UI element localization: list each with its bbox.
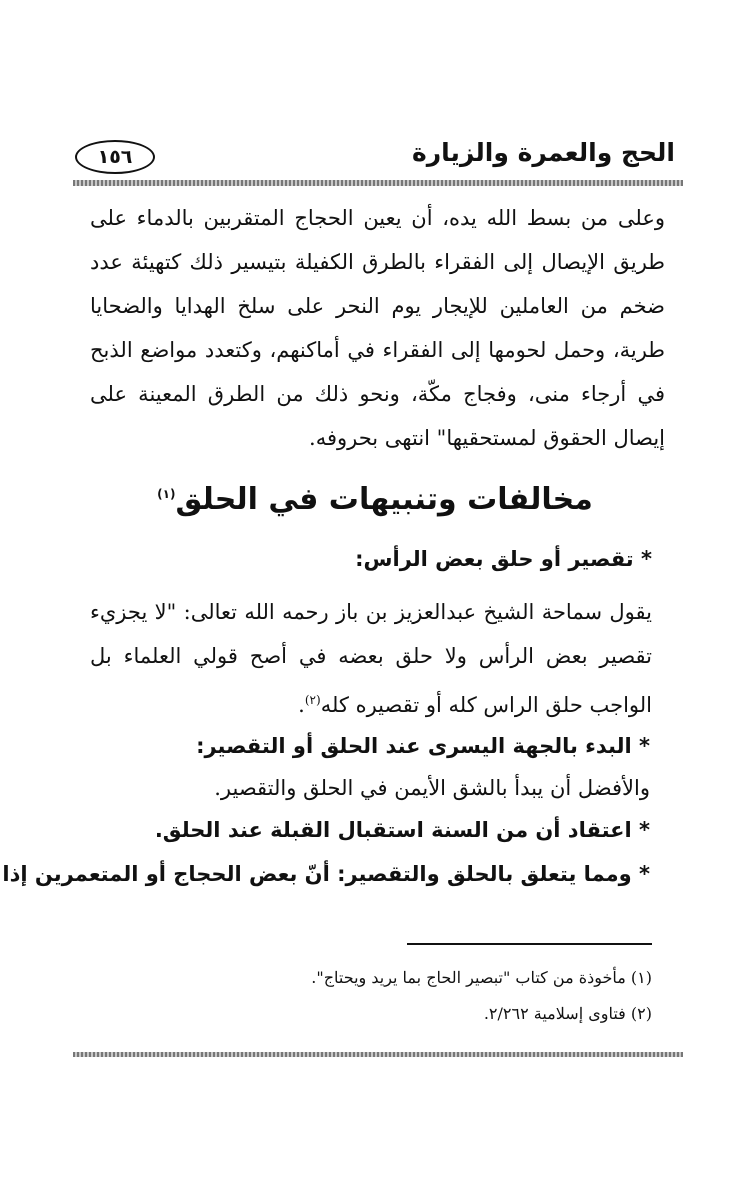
section-heading [75,482,675,517]
running-title: الحج والعمرة والزيارة [411,138,675,167]
item-2-title: * البدء بالجهة اليسرى عند الحلق أو التقصير: [196,734,650,758]
footnote-1: (١) مأخوذة من كتاب "تبصير الحاج بما يريد ويحتاج". [311,968,652,987]
footnote-ref-1: (١) [157,487,176,501]
item-1-body-text: يقول سماحة الشيخ عبدالعزيز بن باز رحمه الله تعالى: "لا يجزيء تقصير بعض الرأس ولا حلق بعضه في أصح قولي العلماء بل الواجب حلق الراس كله أو تقصيره كله [90,600,652,717]
item-4-title: * ومما يتعلق بالحلق والتقصير: أنّ بعض الحجاج أو المتعمرين إذا [2,862,650,886]
footer-rule [73,1052,683,1057]
item-1-body-end: . [298,693,305,717]
page-number: ١٥٦ [75,140,155,174]
page-header [75,138,675,178]
item-1-title: * تقصير أو حلق بعض الرأس: [355,547,652,571]
footnote-ref-2: (٢) [304,693,321,707]
item-2-body: والأفضل أن يبدأ بالشق الأيمن في الحلق والتقصير. [214,776,650,800]
item-3-title: * اعتقاد أن من السنة استقبال القبلة عند الحلق. [154,818,650,842]
footnote-2: (٢) فتاوى إسلامية ٢/٢٦٢. [483,1004,652,1023]
paragraph-1: وعلى من بسط الله يده، أن يعين الحجاج المتقربين بالدماء على طريق الإيصال إلى الفقراء بالطرق الكفيلة بتيسير ذلك كتهيئة عدد ضخم من العاملين للإيجار يوم النحر على سلخ الهدايا والضحايا طرية، وحمل لحومها إلى الفقراء في أماكنهم، وكتعدد مواضع الذبح في أرجاء منى، وفجاج مكّة، ونحو ذلك من الطرق المعينة على إيصال الحقوق لمستحقيها" انتهى بحروفه. [90,206,665,450]
footnote-separator [407,943,652,945]
header-rule [73,180,683,186]
section-heading-text: مخالفات وتنبيهات في الحلق [175,482,593,517]
item-1-body [90,590,652,727]
